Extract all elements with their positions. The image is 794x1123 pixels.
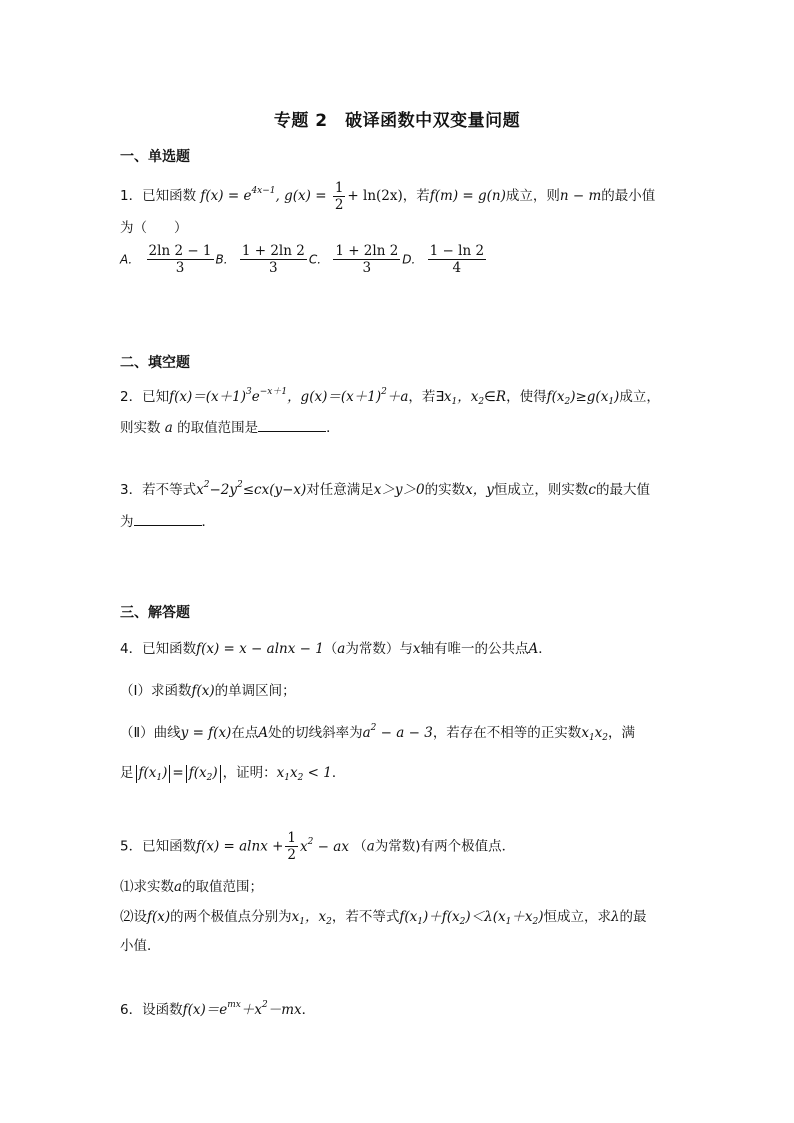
q4-p2c-text: 处的切线斜率为 [268,725,363,741]
q5-p1-var-a: a [174,879,183,895]
q1-cond-post: 成立，则 [505,188,560,204]
q3-vars: x，y [465,482,494,498]
q5-p2d-text: 恒成立，求 [543,909,611,925]
q5-text-b: （ [353,838,367,855]
option-c-label: C. [308,252,322,267]
question-5-part-1 [120,875,263,895]
q6-end: ． [301,1002,316,1018]
section-heading-fill-blank: 二、填空题 [120,355,190,371]
question-4-stem [120,637,552,657]
q4-curve: y = f(x) [180,725,232,741]
q5-p1b-text: 的取值范围； [182,879,264,895]
question-2-line2 [120,416,340,436]
q1-g-def: , g(x) = [275,188,327,204]
q2-g-def: ，$g(x)=(x+1)^2+a$ [287,387,409,405]
q3-text-e: 的最大值 [595,482,650,498]
q3-text-c: 的实数 [424,482,466,498]
page-title: 专题 2 破译函数中双变量问题 [273,111,521,131]
q4-text-d: 轴有唯一的公共点 [420,641,529,657]
q5-x1x2: $x_1$，$x_2$ [291,909,332,927]
q3-text-b: 对任意满足 [306,482,374,498]
q4-p1-text: （Ⅰ）求函数 [120,683,192,699]
q5-inequality: $f(x_1)+f(x_2)<\lambda(x_1+x_2)$ [399,909,544,927]
option-b-label: B. [215,252,228,267]
q4-p2d-text: ，若存在不相等的正实数 [432,725,582,741]
q4-p3-end: ． [331,765,346,781]
section-heading-single-choice: 一、单选题 [120,149,190,165]
q5-p1-text: ⑴求实数 [120,879,174,895]
q3-text-d: 恒成立，则实数 [493,482,589,498]
q4-var-x: x [412,641,421,657]
q4-text-c: 为常数）与 [345,641,413,657]
q4-p2b-text: 在点 [231,725,259,741]
q4-end: ． [538,641,552,657]
q5-p2-fx: f(x) [147,909,171,925]
question-3-line2 [120,510,215,530]
q1-cond-pre: ，若 [402,188,430,204]
q1-condition: f(m) = g(n) [429,188,506,204]
q4-p1-fx: f(x) [191,683,215,699]
q1-f-def: $f(x) = e^{4x-1}$ [200,186,276,204]
question-4-part-2 [120,721,635,743]
q4-p3-text: 足 [120,765,134,781]
q2-end: ． [326,420,340,436]
q4-p3b-text: ，证明： [222,765,277,781]
question-3-number: 3． [120,482,143,498]
q5-p2-text: ⑵设 [120,909,147,925]
q1-ln-term: + ln(2x) [347,188,403,204]
question-5-part-2-line2: 小值． [120,938,161,954]
q1-half-fraction: $\frac{1}{2}$ [334,179,344,213]
option-a-label: A. [120,252,133,267]
question-5-part-2 [120,905,647,927]
q1-ask: 的最小值 [601,188,656,204]
q2-text-a: 已知 [142,389,170,405]
q3-line2-text: 为 [120,514,134,530]
question-3-stem [120,478,650,498]
question-4-part-1 [120,679,296,699]
q5-f-def-a: f(x) = alnx + [196,838,284,855]
q3-answer-blank[interactable] [134,513,202,526]
question-2-number: 2． [120,389,143,405]
q4-text-a: 已知函数 [142,641,197,657]
q6-f-def: $f(x)=e^{mx}+x^2-mx$ [182,1000,302,1018]
section-heading-answer: 三、解答题 [120,605,190,621]
q4-x1x2: $x_1x_2$ [581,725,609,743]
question-1-options [120,243,488,276]
option-a-fraction[interactable]: $\frac{2\ln 2 - 1}{3}$ [148,243,212,276]
q2-line2b-text: 的取值范围是 [177,420,259,436]
q4-text-b: （ [323,641,338,657]
q5-var-a: a [366,838,375,855]
q5-half-fraction: $\frac{1}{2}$ [287,830,297,863]
q3-inequality: $x^2-2y^2\le cx(y-x)$ [196,480,307,498]
q4-abs-equation: $f(x_1) = f(x_2)$ [134,765,223,781]
q3-text-a: 若不等式 [142,482,197,498]
q5-f-def-b: $x^2$ − ax [300,836,349,855]
question-6-number: 6． [120,1002,143,1018]
q4-slope: $a^2 - a - 3$ [362,723,433,741]
question-1-stem [120,178,655,213]
q4-p1b-text: 的单调区间； [214,683,296,699]
question-5-stem [120,830,515,863]
q2-vars: $x_1$，$x_2$ [443,389,485,407]
question-1-lead: 已知函数 [142,188,197,204]
q5-p2c-text: ，若不等式 [331,909,400,925]
q4-p2-point: A [258,725,269,741]
q2-real-set: R [495,389,507,405]
q6-text-a: 设函数 [142,1002,183,1018]
q2-answer-blank[interactable] [258,419,326,432]
q2-inequality: $f(x_2)\ge g(x_1)$ [546,389,620,407]
q2-text-b: ，若∃ [408,389,444,405]
q4-point-a: A [528,641,539,657]
q2-line2-text: 则实数 [120,420,161,436]
question-1-number: 1． [120,188,143,204]
question-6-stem [120,998,315,1018]
q3-var-c: c [588,482,596,498]
q5-lambda: λ [610,909,620,925]
q1-expr: n − m [559,188,602,204]
q5-p2e-text: 的最 [619,909,647,925]
q5-text-c: 为常数)有两个极值点． [374,838,516,855]
q4-p2e-text: ，满 [608,725,636,741]
q5-text-a: 已知函数 [142,838,197,855]
question-4-number: 4． [120,641,143,657]
option-d-label: D. [402,252,416,267]
q4-f-def: f(x) = x − alnx − 1 [196,641,324,657]
q2-var-a: a [164,420,173,436]
question-1-line2: 为（ ） [120,220,188,236]
q4-p2-text: （Ⅱ）曲线 [120,725,181,741]
q2-f-def: $f(x)=(x+1)^3e^{-x+1}$ [169,387,288,405]
q3-end: ． [201,514,215,530]
q5-p2b-text: 的两个极值点分别为 [170,909,292,925]
q2-text-c: ∈ [484,389,496,405]
question-5-number: 5． [120,838,143,855]
q4-prove-expr: $x_1x_2 < 1$ [276,765,332,783]
question-4-part-2-line2 [120,761,345,783]
option-c-fraction[interactable]: $\frac{1 + 2\ln 2}{3}$ [335,243,399,276]
q2-text-e: 成立， [619,389,660,405]
question-2-stem [120,384,660,407]
option-d-fraction[interactable]: $\frac{1 - \ln 2}{4}$ [429,243,485,276]
q4-var-a: a [337,641,346,657]
option-b-fraction[interactable]: $\frac{1 + 2\ln 2}{3}$ [241,243,305,276]
q3-condition: x＞y＞0 [373,482,425,498]
q2-text-d: ，使得 [506,389,547,405]
